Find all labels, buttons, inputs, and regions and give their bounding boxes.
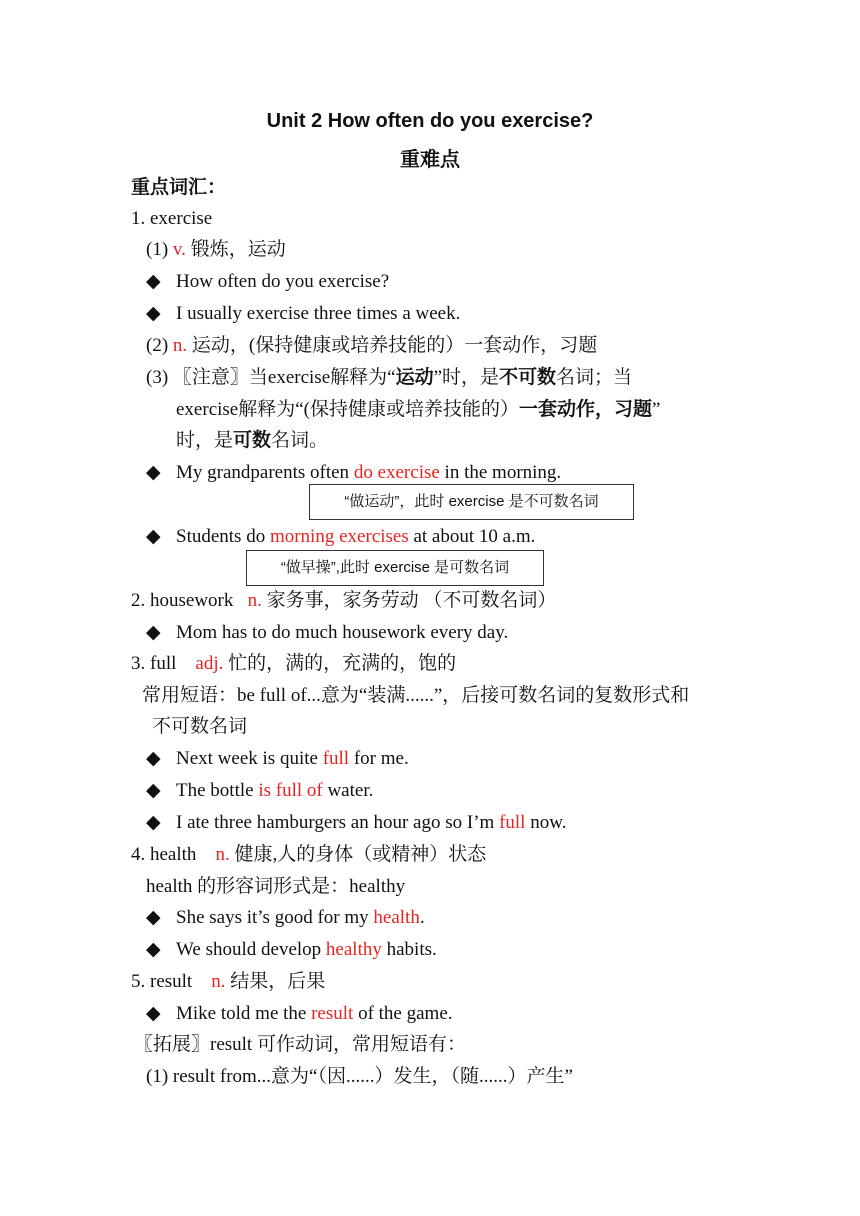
bullet-diamond-icon: ◆: [146, 748, 161, 769]
bullet-diamond-icon: ◆: [146, 622, 161, 643]
part-of-speech: v.: [172, 239, 186, 260]
example-sentence: ◆ Mom has to do much housework every day.: [146, 622, 509, 643]
sense-number: (1): [146, 1066, 169, 1087]
example-sentence: ◆ Students do morning exercises at about 10 a.m.: [146, 526, 536, 547]
phrase-note-line-2: 不可数名词: [152, 716, 248, 737]
word-heading-result: 5. result n. 结果，后果: [131, 971, 326, 992]
phrase-note: 常用短语：be full of...意为“装满......”，后接可数名词的复数形式和: [142, 685, 690, 706]
page-subtitle: 重难点: [400, 149, 460, 171]
part-of-speech: n.: [247, 590, 262, 611]
bullet-diamond-icon: ◆: [146, 780, 161, 801]
bullet-diamond-icon: ◆: [146, 271, 161, 292]
example-sentence: ◆ We should develop healthy habits.: [146, 939, 437, 960]
sense-2: [146, 334, 597, 358]
annotation-box: “做早操”,此时 exercise 是可数名词: [246, 550, 544, 586]
usage-note: (3) 〖注意〗当exercise解释为“运动”时，是不可数名词；当: [146, 367, 633, 388]
sense-1: [146, 238, 286, 262]
annotation-box: “做运动”，此时 exercise 是不可数名词: [309, 484, 634, 520]
part-of-speech: n.: [211, 971, 226, 992]
example-sentence: ◆ She says it’s good for my health.: [146, 907, 425, 928]
extension-phrase-1: (1) result from...意为“（因......）发生，（随......）产生”: [146, 1066, 573, 1087]
bullet-diamond-icon: ◆: [146, 812, 161, 833]
page-title: Unit 2 How often do you exercise?: [266, 110, 594, 132]
example-sentence: ◆ Mike told me the result of the game.: [146, 1003, 453, 1024]
section-heading: 重点词汇：: [131, 177, 227, 198]
bullet-diamond-icon: ◆: [146, 939, 161, 960]
definition: 运动，(保持健康或培养技能的）一套动作，习题: [191, 335, 598, 356]
adjective-form-note: health 的形容词形式是：healthy: [146, 876, 406, 897]
definition: 家务事，家务劳动 （不可数名词）: [266, 590, 557, 611]
bullet-diamond-icon: ◆: [146, 462, 161, 483]
example-sentence: ◆ Next week is quite full for me.: [146, 748, 409, 769]
bullet-diamond-icon: ◆: [146, 1003, 161, 1024]
example-sentence: ◆ How often do you exercise?: [146, 271, 390, 292]
word-heading-exercise: 1. exercise: [131, 208, 213, 229]
part-of-speech: n.: [172, 335, 188, 356]
extension-note: 〖拓展〗result 可作动词，常用短语有：: [134, 1034, 466, 1055]
definition: 结果，后果: [230, 971, 326, 992]
sense-number: (1): [146, 239, 169, 260]
example-sentence: ◆ I usually exercise three times a week.: [146, 303, 461, 324]
example-sentence: ◆ I ate three hamburgers an hour ago so I’m full now.: [146, 812, 567, 833]
definition: 忙的，满的，充满的，饱的: [228, 653, 457, 674]
sense-number: (3): [146, 367, 169, 388]
sense-number: (2): [146, 335, 169, 356]
bullet-diamond-icon: ◆: [146, 303, 161, 324]
example-sentence: ◆ My grandparents often do exercise in the morning.: [146, 462, 562, 483]
word-heading-housework: 2. housework n. 家务事，家务劳动 （不可数名词）: [131, 590, 557, 611]
usage-note-line-2: exercise解释为“(保持健康或培养技能的）一套动作，习题”: [176, 399, 661, 420]
part-of-speech: adj.: [195, 653, 224, 674]
definition: 健康,人的身体（或精神）状态: [234, 844, 487, 865]
word-heading-health: 4. health n. 健康,人的身体（或精神）状态: [131, 844, 487, 865]
word-heading-full: 3. full adj. 忙的，满的，充满的，饱的: [131, 653, 457, 674]
definition: 锻炼，运动: [190, 239, 286, 260]
usage-note-line-3: 时，是可数名词。: [176, 430, 329, 451]
part-of-speech: n.: [215, 844, 230, 865]
bullet-diamond-icon: ◆: [146, 526, 161, 547]
bullet-diamond-icon: ◆: [146, 907, 161, 928]
example-sentence: ◆ The bottle is full of water.: [146, 780, 374, 801]
